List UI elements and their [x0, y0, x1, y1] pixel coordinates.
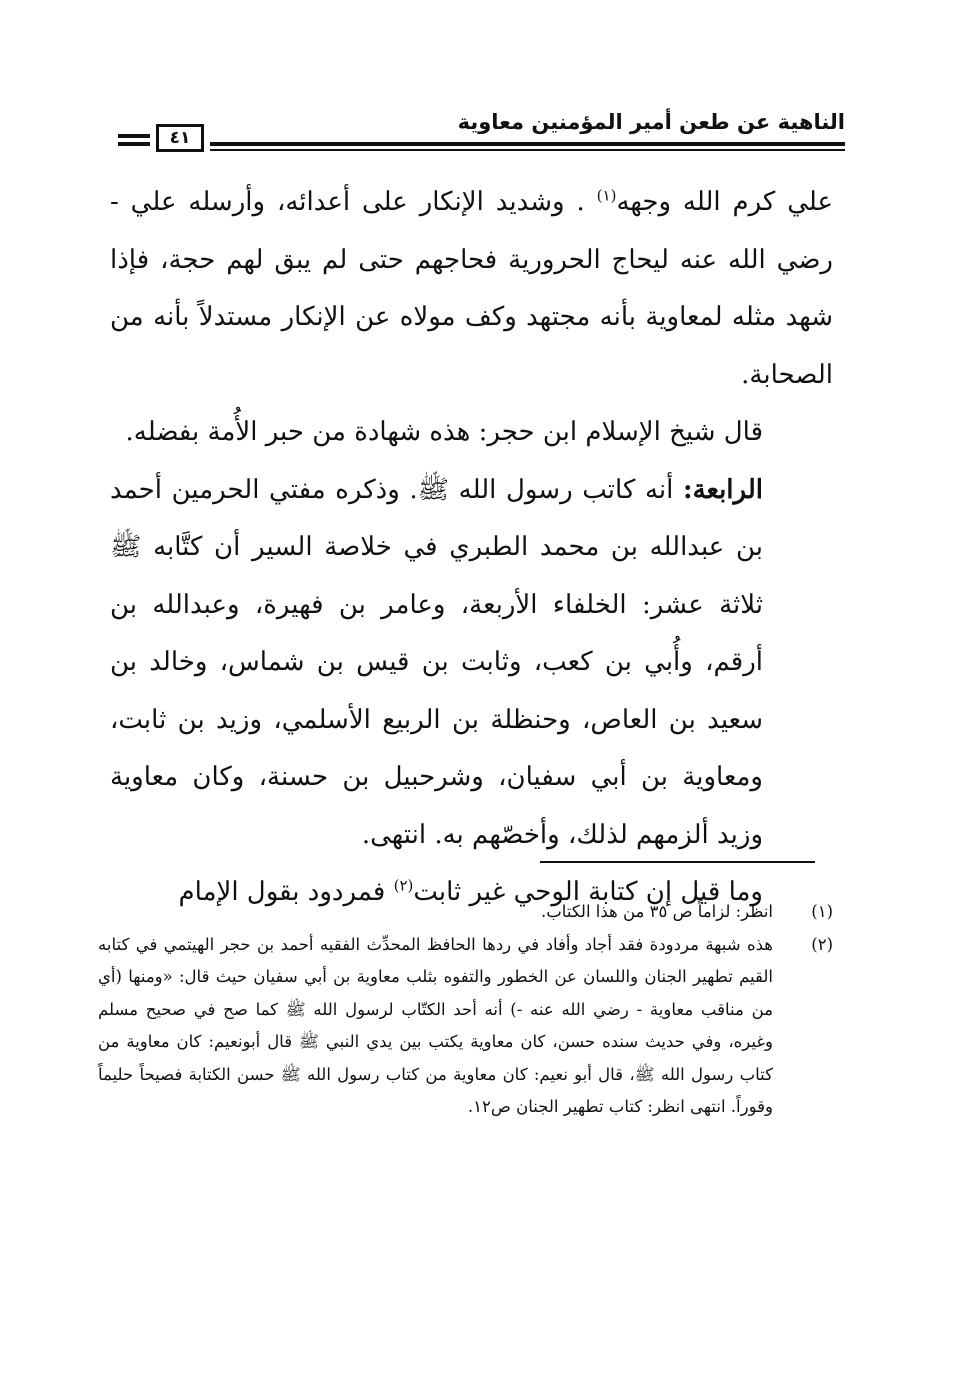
- main-text: [110, 174, 833, 922]
- header-rule-thin: [210, 149, 845, 151]
- header-ornament: [118, 142, 150, 146]
- footnote-1-number: (١): [811, 902, 833, 921]
- footnote-ref-2: (٢): [393, 876, 414, 895]
- running-title: الناهية عن طعن أمير المؤمنين معاوية: [457, 110, 845, 134]
- footnotes: [98, 896, 833, 1124]
- footnote-2-number: (٢): [811, 934, 833, 954]
- paragraph-1: [110, 174, 833, 404]
- paragraph-4-rest: فمردود بقول الإمام: [178, 877, 386, 907]
- paragraph-1-start: علي كرم الله وجهه: [616, 187, 834, 217]
- paragraph-3-lead: الرابعة:: [682, 474, 764, 505]
- footnote-2-text: هذه شبهة مردودة فقد أجاد وأفاد في ردها الحافظ المحدِّث الفقيه أحمد بن حجر الهيتمي في كتابه القيم تطهير الجنان واللسان عن الخطور والتفوه بثلب معاوية بن أبي سفيان حيث قال: «ومنها (أي من مناقب معاوية - رضي الله عنه -) أنه أحد الكتّاب لرسول الله ﷺ كما صح في صحيح مسلم وغيره، وفي حديث سنده حسن، كان معاوية يكتب بين يدي النبي ﷺ قال أبونعيم: كان معاوية من كتاب رسول الله ﷺ، قال أبو نعيم: كان معاوية من كتاب رسول الله ﷺ حسن الكتابة فصيحاً حليماً وقوراً. انتهى انظر: كتاب تطهير الجنان ص١٢.: [98, 934, 773, 1116]
- paragraph-2: قال شيخ الإسلام ابن حجر: هذه شهادة من حبر الأُمة بفضله.: [125, 417, 763, 447]
- page-number: ٤١: [156, 124, 204, 152]
- header-ornament: [118, 134, 150, 138]
- paragraph-3-text: أنه كاتب رسول الله ﷺ. وذكره مفتي الحرمين أحمد بن عبدالله بن محمد الطبري في خلاصة السير أن كتَّابه ﷺ ثلاثة عشر: الخلفاء الأربعة، وعامر بن فهيرة، وعبدالله بن أرقم، وأُبي بن كعب، وثابت بن قيس بن شماس، وخالد بن سعيد بن العاص، وحنظلة بن الربيع الأسلمي، وزيد بن ثابت، ومعاوية بن أبي سفيان، وشرحبيل بن حسنة، وكان معاوية وزيد ألزمهم لذلك، وأخصّهم به. انتهى.: [110, 474, 763, 850]
- footnote-ref-1: (١): [596, 186, 617, 205]
- footnote-1-text: انظر: لزاماً ص ٣٥ من هذا الكتاب.: [541, 902, 773, 921]
- header-rule: [210, 142, 845, 146]
- paragraph-1-rest: . وشديد الإنكار على أعدائه، وأرسله علي - رضي الله عنه ليحاج الحرورية فحاجهم حتى لم يبق لهم حجة، فإذا شهد مثله لمعاوية بأنه مجتهد وكف مولاه عن الإنكار مستدلاً بأنه من الصحابة.: [110, 187, 833, 390]
- footnote-2: [98, 929, 833, 1124]
- paragraph-4-start: وما قيل إن كتابة الوحي غير ثابت: [413, 877, 763, 907]
- paragraph-3: [110, 462, 833, 865]
- footnote-separator: [540, 861, 815, 863]
- footnote-1: [98, 896, 833, 929]
